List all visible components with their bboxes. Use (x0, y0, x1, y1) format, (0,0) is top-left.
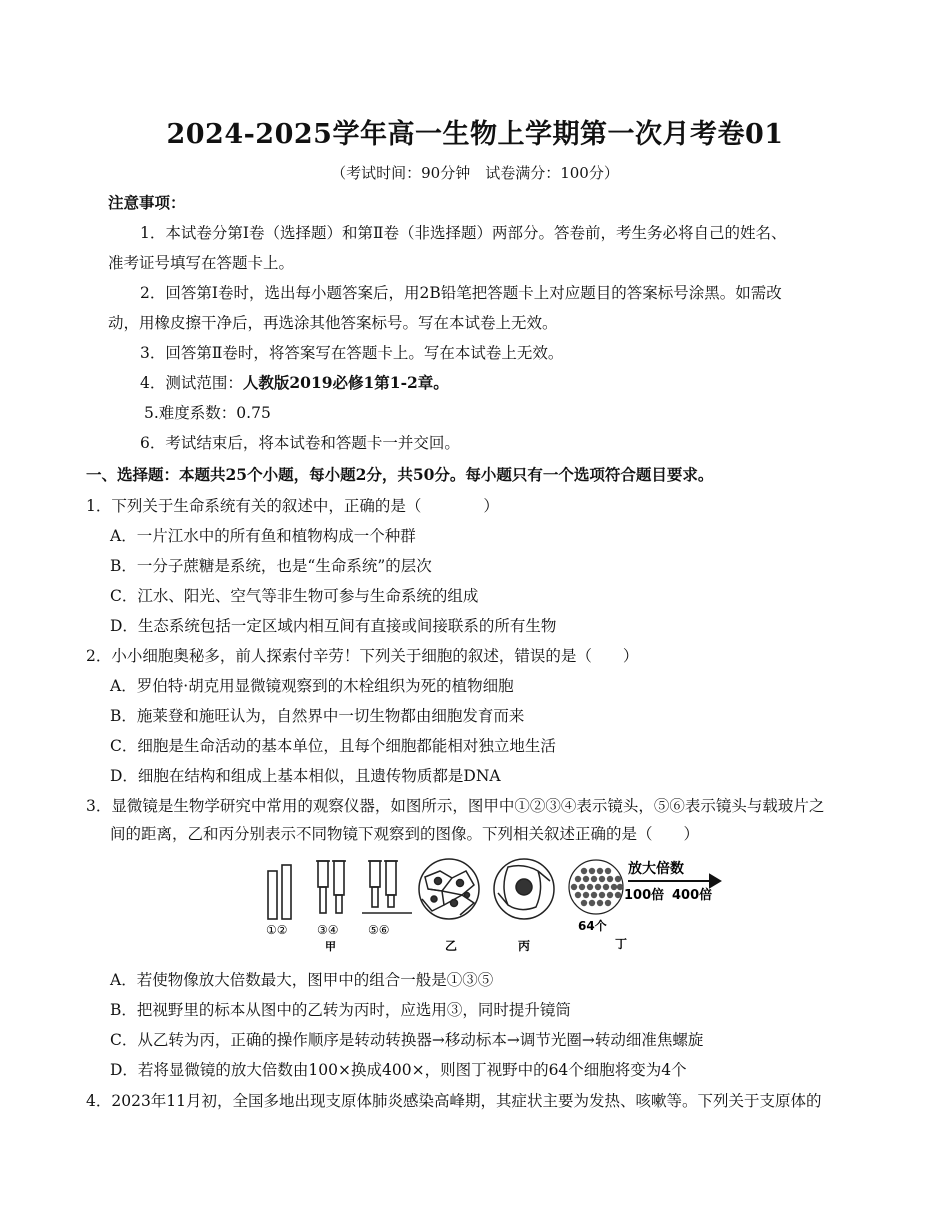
objective-distance (362, 861, 412, 913)
objective-lenses (316, 861, 346, 913)
microscope-figure (262, 853, 722, 953)
label-yi: 乙 (445, 939, 458, 953)
view-yi (419, 859, 479, 919)
notice-item-2: 2．回答第Ⅰ卷时，选出每小题答案后，用2B铅笔把答题卡上对应题目的答案标号涂黑。如需改 (140, 284, 782, 302)
label-bing: 丙 (518, 939, 531, 953)
label-jia: 甲 (325, 940, 336, 953)
question-3-stem-cont: 间的距离，乙和丙分别表示不同物镜下观察到的图像。下列相关叙述正确的是（ ） (110, 825, 700, 843)
notice-item-5: 5.难度系数：0.75 (144, 404, 271, 422)
question-3-option-b: B．把视野里的标本从图中的乙转为丙时，应选用③，同时提升镜筒 (110, 1001, 571, 1019)
label-ding: 丁 (615, 937, 628, 951)
notice-item-4-scope: 人教版2019必修1第1-2章。 (242, 373, 449, 392)
notice-item-1-cont: 准考证号填写在答题卡上。 (108, 254, 295, 272)
exam-time-info: （考试时间：90分钟 试卷满分：100分） (331, 164, 619, 182)
label-64: 64个 (578, 919, 607, 933)
section-heading: 一、选择题：本题共25个小题，每小题2分，共50分。每小题只有一个选项符合题目要求。 (86, 465, 714, 484)
question-1-option-c: C．江水、阳光、空气等非生物可参与生命系统的组成 (110, 587, 479, 605)
notice-item-6: 6．考试结束后，将本试卷和答题卡一并交回。 (140, 434, 460, 452)
label-34: ③④ (317, 923, 339, 937)
label-400x: 400倍 (672, 888, 713, 903)
question-1-option-d: D．生态系统包括一定区域内相互间有直接或间接联系的所有生物 (110, 617, 557, 635)
question-1-stem: 1．下列关于生命系统有关的叙述中，正确的是（ ） (86, 497, 499, 515)
question-4-stem: 4．2023年11月初，全国多地出现支原体肺炎感染高峰期，其症状主要为发热、咳嗽等。下列关于支原体的 (86, 1092, 822, 1110)
page-title: 2024-2025学年高一生物上学期第一次月考卷01 (166, 119, 784, 150)
question-3-option-a: A．若使物像放大倍数最大，图甲中的组合一般是①③⑤ (110, 971, 494, 989)
label-12: ①② (266, 923, 288, 937)
notice-item-4-prefix: 4．测试范围： (140, 374, 243, 392)
question-2-option-b: B．施莱登和施旺认为，自然界中一切生物都由细胞发育而来 (110, 707, 525, 725)
question-1-option-a: A．一片江水中的所有鱼和植物构成一个种群 (110, 527, 416, 545)
question-1-option-b: B．一分子蔗糖是系统，也是“生命系统”的层次 (110, 557, 432, 575)
notice-item-4 (140, 373, 449, 393)
eyepiece-lenses (268, 865, 291, 919)
question-2-option-d: D．细胞在结构和组成上基本相似，且遗传物质都是DNA (110, 767, 501, 785)
notice-item-1: 1．本试卷分第Ⅰ卷（选择题）和第Ⅱ卷（非选择题）两部分。答卷前，考生务必将自己的姓名、 (140, 224, 787, 242)
label-100x: 100倍 (624, 888, 665, 903)
question-2-stem: 2．小小细胞奥秘多，前人探索付辛劳！下列关于细胞的叙述，错误的是（ ） (86, 647, 639, 665)
question-3-stem: 3．显微镜是生物学研究中常用的观察仪器，如图所示，图甲中①②③④表示镜头，⑤⑥表示镜头与载玻片之 (86, 797, 825, 815)
view-ding (569, 860, 623, 914)
question-2-option-c: C．细胞是生命活动的基本单位，且每个细胞都能相对独立地生活 (110, 737, 556, 755)
label-56: ⑤⑥ (368, 923, 390, 937)
notice-heading: 注意事项： (108, 193, 186, 212)
label-magnification: 放大倍数 (628, 861, 684, 877)
view-bing (494, 859, 554, 919)
question-3-option-d: D．若将显微镜的放大倍数由100×换成400×，则图丁视野中的64个细胞将变为4个 (110, 1061, 687, 1079)
notice-item-2-cont: 动，用橡皮擦干净后，再选涂其他答案标号。写在本试卷上无效。 (108, 314, 558, 332)
question-2-option-a: A．罗伯特·胡克用显微镜观察到的木栓组织为死的植物细胞 (110, 677, 514, 695)
question-3-option-c: C．从乙转为丙，正确的操作顺序是转动转换器→移动标本→调节光圈→转动细准焦螺旋 (110, 1031, 704, 1049)
microscope-figure-svg (262, 853, 722, 953)
notice-item-3: 3．回答第Ⅱ卷时，将答案写在答题卡上。写在本试卷上无效。 (140, 344, 564, 362)
